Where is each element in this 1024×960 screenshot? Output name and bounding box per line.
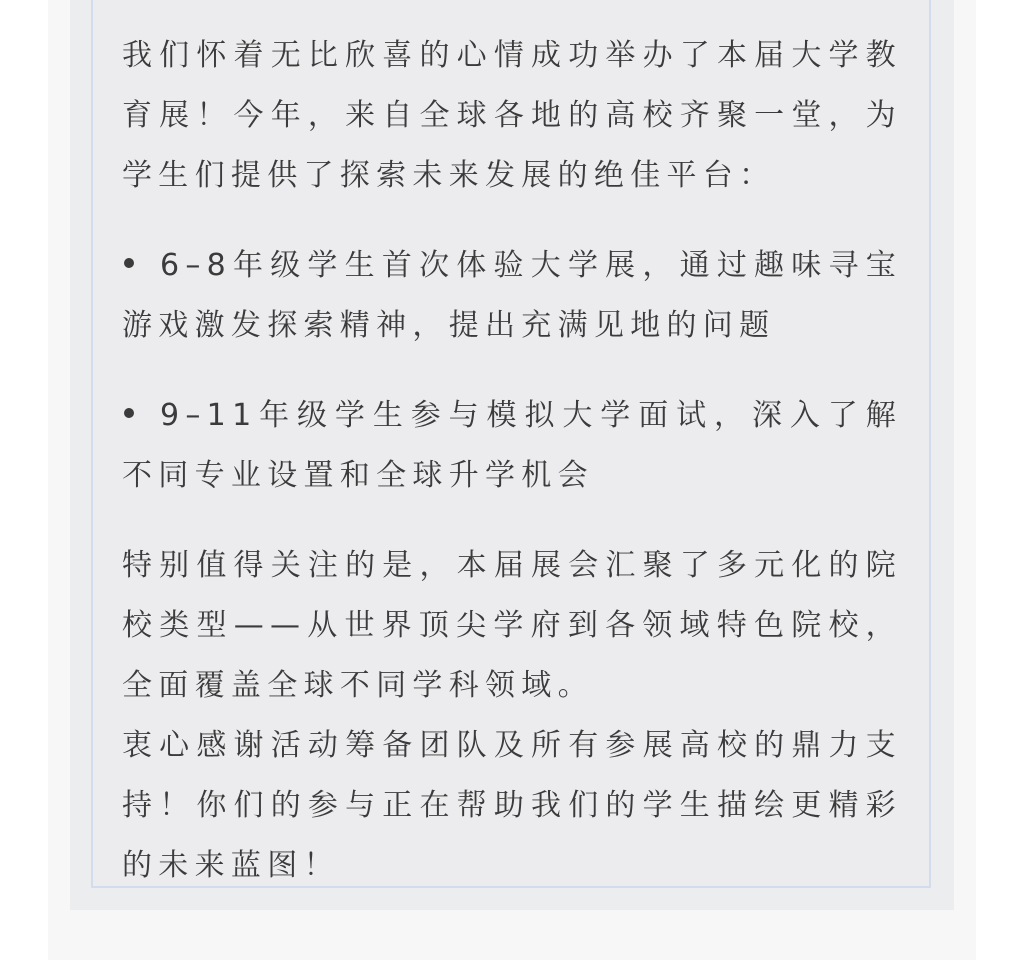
list-item — [122, 386, 902, 506]
intro-paragraph: 我们怀着无比欣喜的心情成功举办了本届大学教育展！今年，来自全球各地的高校齐聚一堂，为学生们提供了探索未来发展的绝佳平台： — [122, 38, 902, 193]
list-item-text: 6–8年级学生首次体验大学展，通过趣味寻宝游戏激发探索精神，提出充满见地的问题 — [122, 248, 902, 343]
article-body — [122, 26, 902, 896]
list-item — [122, 236, 902, 356]
bullet-icon — [124, 408, 134, 418]
bullet-icon — [124, 258, 134, 268]
bullet-list — [122, 236, 902, 506]
thanks-paragraph: 衷心感谢活动筹备团队及所有参展高校的鼎力支持！你们的参与正在帮助我们的学生描绘更精彩的未来蓝图！ — [122, 728, 902, 883]
highlight-paragraph: 特别值得关注的是，本届展会汇聚了多元化的院校类型——从世界顶尖学府到各领域特色院校，全面覆盖全球不同学科领域。 — [122, 548, 902, 703]
list-item-text: 9–11年级学生参与模拟大学面试，深入了解不同专业设置和全球升学机会 — [122, 398, 902, 493]
